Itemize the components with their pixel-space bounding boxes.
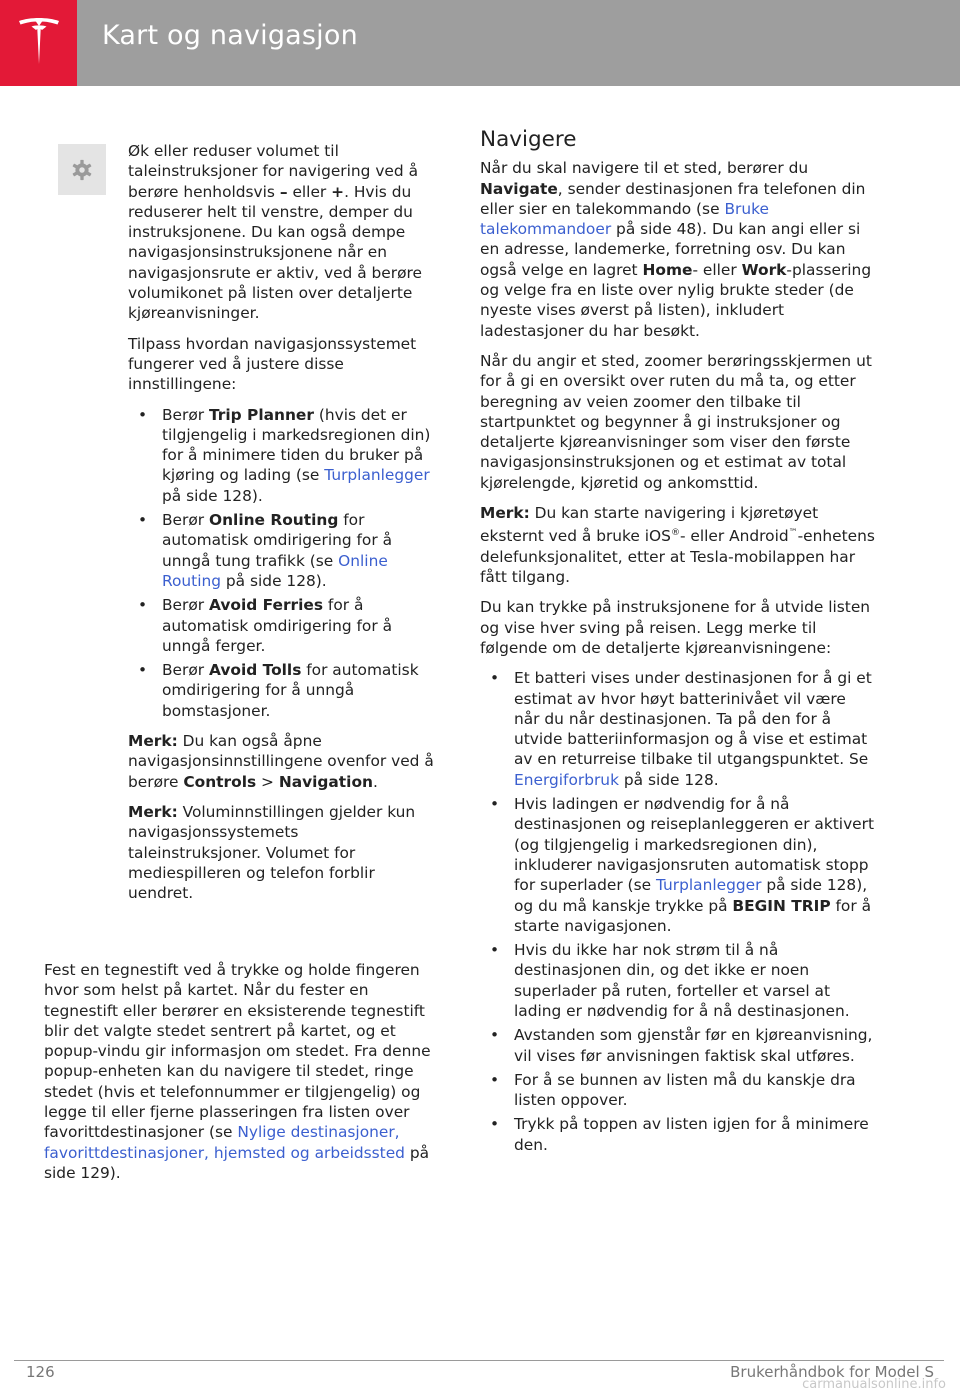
left-pin-paragraph [44,960,436,1193]
link-energiforbruk[interactable]: Energiforbruk [514,770,619,789]
list-item: • For å se bunnen av listen må du kanskje dra listen oppover. [480,1070,876,1111]
list-item: • Hvis du ikke har nok strøm til å nå destinasjonen din, og det ikke er noen superlader på ruten, forteller et varsel at lading er nødvendig for å nå destinasjonen. [480,940,876,1021]
list-item: • Hvis ladingen er nødvendig for å nå destinasjonen og reiseplanleggeren er aktivert (og tilgjengelig i markedsregionen din), inkluderer navigasjonsruten automatisk stopp for superlader (se Turplanlegger på side 128), og du må kanskje trykke på BEGIN TRIP for å starte navigasjonen. [480,794,876,936]
link-turplanlegger[interactable]: Turplanlegger [324,466,430,485]
link-online-routing[interactable]: Online Routing [162,551,388,590]
link-turplanlegger-2[interactable]: Turplanlegger [655,876,762,895]
note-remote: Merk: Du kan starte navigering i kjøretøyet eksternt ved å bruke iOS®- eller Android™-enhetens delefunksjonalitet, etter at Tesla-mobilappen har fått tilgang. [480,504,875,587]
settings-list [128,405,436,721]
left-settings-column [128,141,436,913]
volume-paragraph: Øk eller reduser volumet til taleinstruksjoner for navigering ved å berøre henholdsvis – eller +. Hvis du reduserer helt til venstre, demper du instruksjonene. Du kan også dempe navigasjonsinstruksjonene når en navigasjonsrute er aktiv, ved å berøre volumikonet på listen over detaljerte kjøreanvisninger. [128,142,422,323]
list-item: • Et batteri vises under destinasjonen for å gi et estimat av hvor høyt batterinivået vil være når du når destinasjonen. Ta på den for å utvide batteriinformasjon og å vise et estimat av en returreise tilbake til utgangspunktet. Se Energiforbruk på side 128. [480,668,876,790]
list-item: • Berør Avoid Ferries for å automatisk omdirigering for å unngå ferger. [128,595,436,656]
manual-title: Brukerhåndbok for Model S [730,1363,934,1381]
gear-icon [71,159,93,181]
directions-list [480,668,876,1155]
page-title: Kart og navigasjon [102,20,358,51]
list-item: • Trykk på toppen av listen igjen for å minimere den. [480,1114,876,1155]
right-column [480,127,876,1165]
settings-intro: Tilpass hvordan navigasjonssystemet fungerer ved å justere disse innstillingene: [128,334,417,394]
list-item: • Berør Trip Planner (hvis det er tilgjengelig i markedsregionen din) for å minimere tiden du bruker på kjøring og lading (se Turplanlegger på side 128). [128,405,436,506]
watermark: carmanualsonline.info [802,1377,946,1392]
section-heading: Navigere [480,127,577,152]
note-controls: Merk: Du kan også åpne navigasjonsinnstillingene ovenfor ved å berøre Controls > Navigation. [128,732,434,791]
tesla-logo [0,0,77,86]
list-item: • Berør Online Routing for automatisk omdirigering for å unngå tung trafikk (se Online Routing på side 128). [128,510,436,591]
settings-icon-box [58,144,106,195]
pin-paragraph: Fest en tegnestift ved å trykke og holde fingeren hvor som helst på kartet. Når du fester en tegnestift eller berører en eksisterende tegnestift blir det valgte stedet sentrert på kartet, og et popup-vindu gir informasjon om stedet. Fra denne popup-enheten kan du navigere til stedet, ringe stedet (hvis et telefonnummer er tilgjengelig) og legge til eller fjerne plasseringen fra listen over favorittdestinasjoner (se Nylige destinasjoner, favorittdestinasjoner, hjemsted og arbeidssted på side 129). [44,961,431,1182]
footer-divider [14,1360,944,1361]
tesla-logo-icon [16,17,62,69]
zoom-paragraph: Når du angir et sted, zoomer berøringsskjermen ut for å gi en oversikt over ruten du må ta, og etter beregning av veien zoomer den tilbake til startpunktet og begynner å gi instruksjoner og detaljerte kjøreanvisninger som viser den første navigasjonsinstruksjonen og et estimat av total kjørelengde, kjøretid og ankomsttid. [480,351,872,492]
link-nylige-destinasjoner[interactable]: Nylige destinasjoner, favorittdestinasjoner, hjemsted og arbeidssted [44,1123,405,1162]
instructions-intro: Du kan trykke på instruksjonene for å utvide listen og vise hver sving på reisen. Legg merke til følgende om de detaljerte kjøreanvisningene: [480,598,871,657]
link-bruke-talekommandoer[interactable]: Bruke talekommandoer [480,199,769,239]
note-volume: Merk: Voluminnstillingen gjelder kun navigasjonssystemets taleinstruksjoner. Volumet for mediespilleren og telefon forblir uendret. [128,802,416,903]
list-item: • Avstanden som gjenstår før en kjøreanvisning, vil vises før anvisningen faktisk skal utføres. [480,1025,876,1066]
page-number: 126 [26,1363,55,1381]
page-header [0,0,960,86]
list-item: • Berør Avoid Tolls for automatisk omdirigering for å unngå bomstasjoner. [128,660,436,721]
navigate-paragraph: Når du skal navigere til et sted, berører du Navigate, sender destinasjonen fra telefonen din eller sier en talekommando (se Bruke talekommandoer på side 48). Du kan angi eller si en adresse, landemerke, forretning osv. Du kan også velge en lagret Home- eller Work-plassering og velge fra en liste over nylig brukte steder (de nyeste vises øverst på listen), inkludert ladestasjoner du har besøkt. [480,159,872,340]
